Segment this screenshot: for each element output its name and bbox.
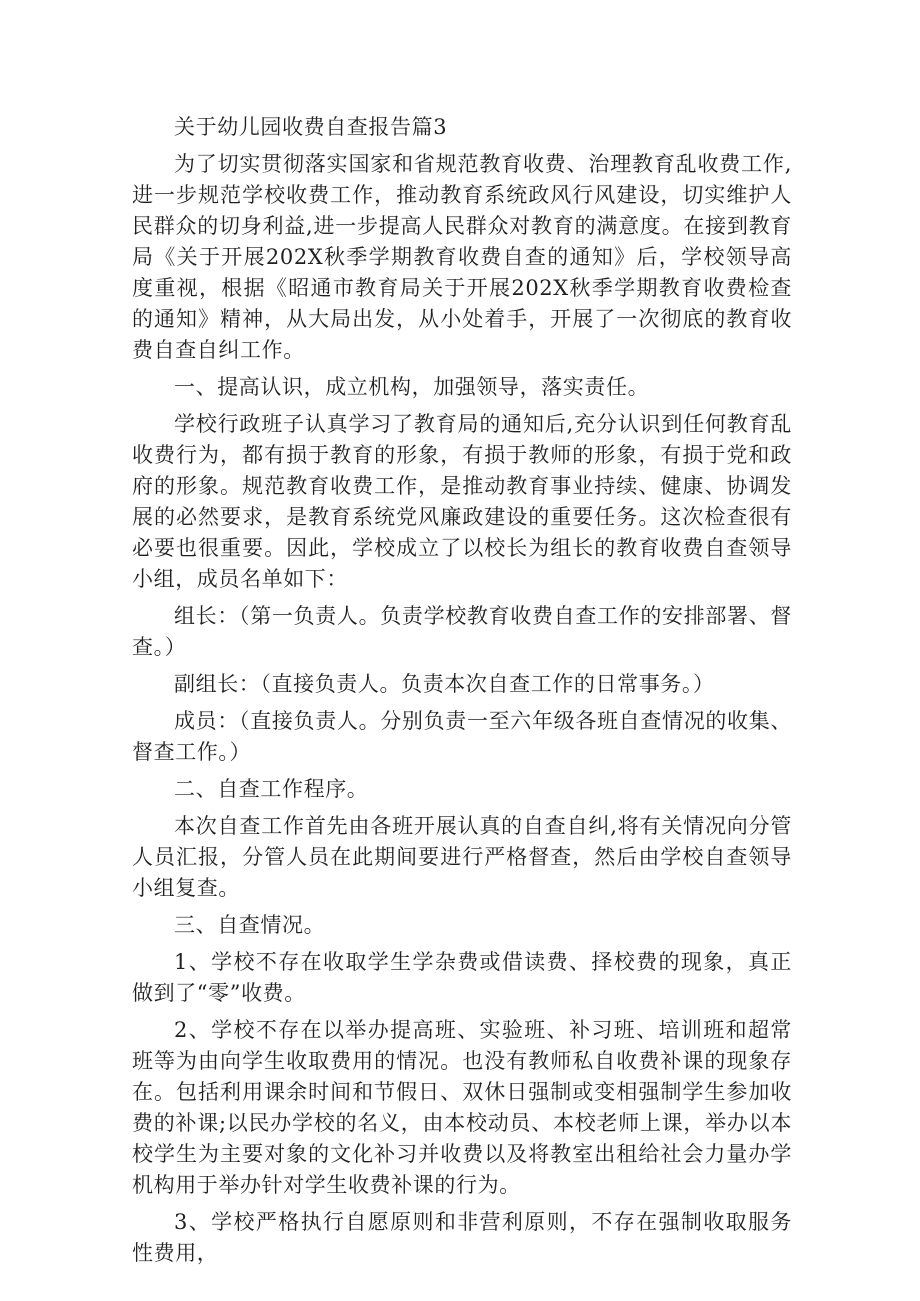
paragraph-item-2: 2、学校不存在以举办提高班、实验班、补习班、培训班和超常班等为由向学生收取费用的情况。也没有教师私自收费补课的现象存在。包括利用课余时间和节假日、双休日强制或变相强制学生参加收费的补课;以民办学校的名义，由本校动员、本校老师上课，举办以本校学生为主要对象的文化补习并收费以及将教室出租给社会力量办学机构用于举办针对学生收费补课的行为。 — [132, 1018, 792, 1197]
paragraph-leader: 组长：（第一负责人。负责学校教育收费自查工作的安排部署、督查。） — [132, 604, 792, 659]
paragraph-item-1: 1、学校不存在收取学生学杂费或借读费、择校费的现象，真正做到了“零”收费。 — [132, 950, 792, 1005]
paragraph-deputy-leader: 副组长：（直接负责人。负责本次自查工作的日常事务。） — [174, 672, 715, 696]
paragraph-members: 成员：（直接负责人。分别负责一至六年级各班自查情况的收集、督查工作。） — [132, 709, 792, 764]
paragraph-intro: 为了切实贯彻落实国家和省规范教育收费、治理教育乱收费工作,进一步规范学校收费工作，推动教育系统政风行风建设，切实维护人民群众的切身利益,进一步提高人民群众对教育的满意度。在接到教育局《关于开展202X秋季学期教育收费自查的通知》后，学校领导高度重视，根据《昭通市教育局关于开展202X秋季学期教育收费检查的通知》精神，从大局出发，从小处着手，开展了一次彻底的教育收费自查自纠工作。 — [132, 152, 792, 362]
paragraph-item-3: 3、学校严格执行自愿原则和非营利原则，不存在强制收取服务性费用， — [132, 1210, 792, 1265]
section-heading-3: 三、自查情况。 — [174, 913, 326, 937]
document-body — [132, 112, 792, 1275]
paragraph-procedure: 本次自查工作首先由各班开展认真的自查自纠,将有关情况向分管人员汇报，分管人员在此期间要进行严格督查，然后由学校自查领导小组复查。 — [132, 814, 792, 900]
paragraph-organization: 学校行政班子认真学习了教育局的通知后,充分认识到任何教育乱收费行为，都有损于教育的形象，有损于教师的形象，有损于党和政府的形象。规范教育收费工作，是推动教育事业持续、健康、协调发展的必然要求，是教育系统党风廉政建设的重要任务。这次检查很有必要也很重要。因此，学校成立了以校长为组长的教育收费自查领导小组，成员名单如下： — [132, 412, 792, 591]
section-heading-2: 二、自查工作程序。 — [174, 777, 369, 801]
document-title: 关于幼儿园收费自查报告篇3 — [174, 115, 448, 139]
section-heading-1: 一、提高认识，成立机构，加强领导，落实责任。 — [174, 375, 650, 399]
